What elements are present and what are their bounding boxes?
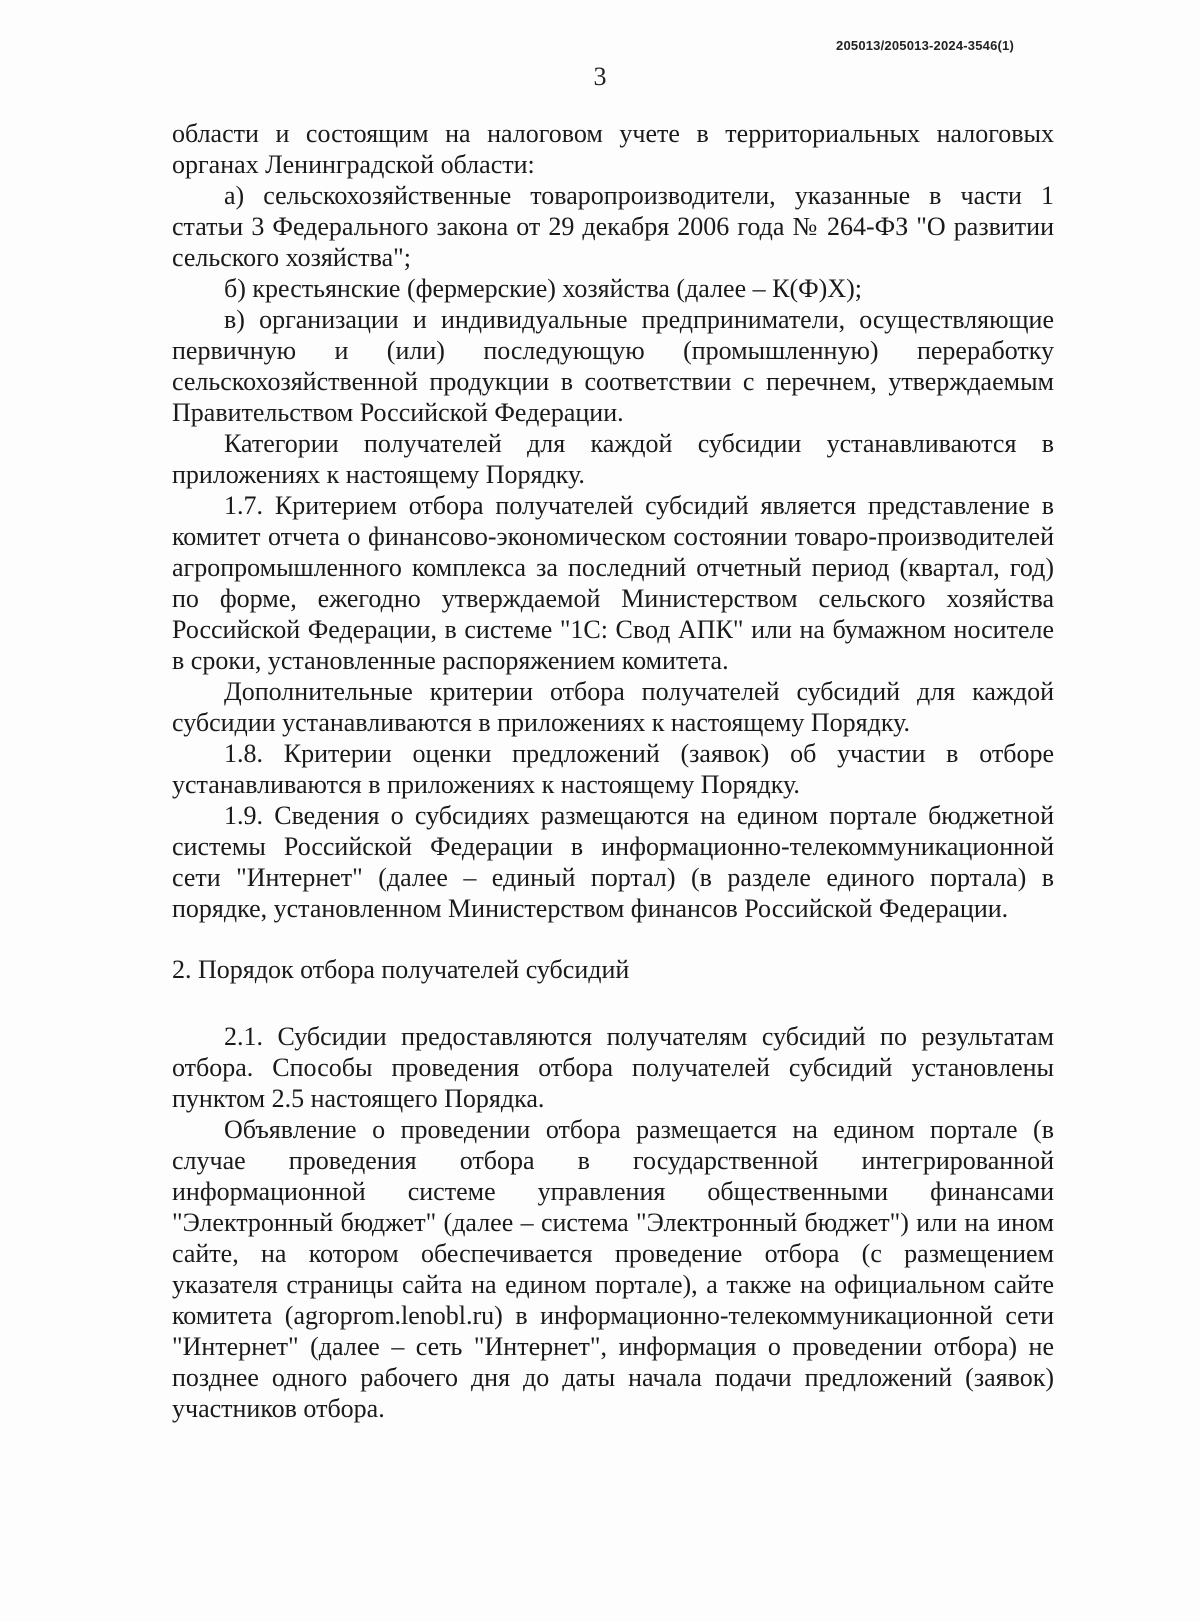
- section-heading: 2. Порядок отбора получателей субсидий: [172, 955, 630, 984]
- document-id: 205013/205013-2024-3546(1): [836, 38, 1014, 53]
- list-item-b: б) крестьянские (фермерские) хозяйства (далее – К(Ф)Х);: [224, 274, 862, 303]
- paragraph: Категории получателей для каждой субсидии устанавливаются в приложениях к настоящему Порядку.: [172, 429, 1054, 489]
- list-item-c: в) организации и индивидуальные предприниматели, осуществляющие первичную и (или) последующую (промышленную) переработку сельскохозяйственной продукции в соответствии с перечнем, утверждаемым Правительством Российской Федерации.: [172, 305, 1054, 427]
- page-number: 3: [593, 62, 607, 91]
- clause-2-1: 2.1. Субсидии предоставляются получателям субсидий по результатам отбора. Способы проведения отбора получателей субсидий установлены пунктом 2.5 настоящего Порядка.: [172, 1022, 1054, 1113]
- paragraph: Дополнительные критерии отбора получателей субсидий для каждой субсидии устанавливаются в приложениях к настоящему Порядку.: [172, 677, 1054, 737]
- paragraph: Объявление о проведении отбора размещается на едином портале (в случае проведения отбора в государственной интегрированной информационной системе управления общественными финансами "Электронный бюджет" (далее – система "Электронный бюджет") или на ином сайте, на котором обеспечивается проведение отбора (с размещением указателя страницы сайта на едином портале), а также на официальном сайте комитета (agroprom.lenobl.ru) в информационно-телекоммуникационной сети "Интернет" (далее – сеть "Интернет", информация о проведении отбора) не позднее одного рабочего дня до даты начала подачи предложений (заявок) участников отбора.: [172, 1115, 1054, 1423]
- clause-1-9: 1.9. Сведения о субсидиях размещаются на едином портале бюджетной системы Российской Федерации в информационно-телекоммуникационной сети "Интернет" (далее – единый портал) (в разделе единого портала) в порядке, установленном Министерством финансов Российской Федерации.: [172, 801, 1054, 923]
- document-body: [172, 118, 1054, 1424]
- list-item-a: а) сельскохозяйственные товаропроизводители, указанные в части 1 статьи 3 Федерального закона от 29 декабря 2006 года № 264-ФЗ "О развитии сельского хозяйства";: [172, 181, 1054, 272]
- clause-1-8: 1.8. Критерии оценки предложений (заявок) об участии в отборе устанавливаются в приложениях к настоящему Порядку.: [172, 739, 1054, 799]
- clause-1-7: 1.7. Критерием отбора получателей субсидий является представление в комитет отчета о финансово-экономическом состоянии товаро-производителей агропромышленного комплекса за последний отчетный период (квартал, год) по форме, ежегодно утверждаемой Министерством сельского хозяйства Российской Федерации, в системе "1С: Свод АПК" или на бумажном носителе в сроки, установленные распоряжением комитета.: [172, 491, 1054, 675]
- paragraph: области и состоящим на налоговом учете в территориальных налоговых органах Ленинградской области:: [172, 119, 1054, 179]
